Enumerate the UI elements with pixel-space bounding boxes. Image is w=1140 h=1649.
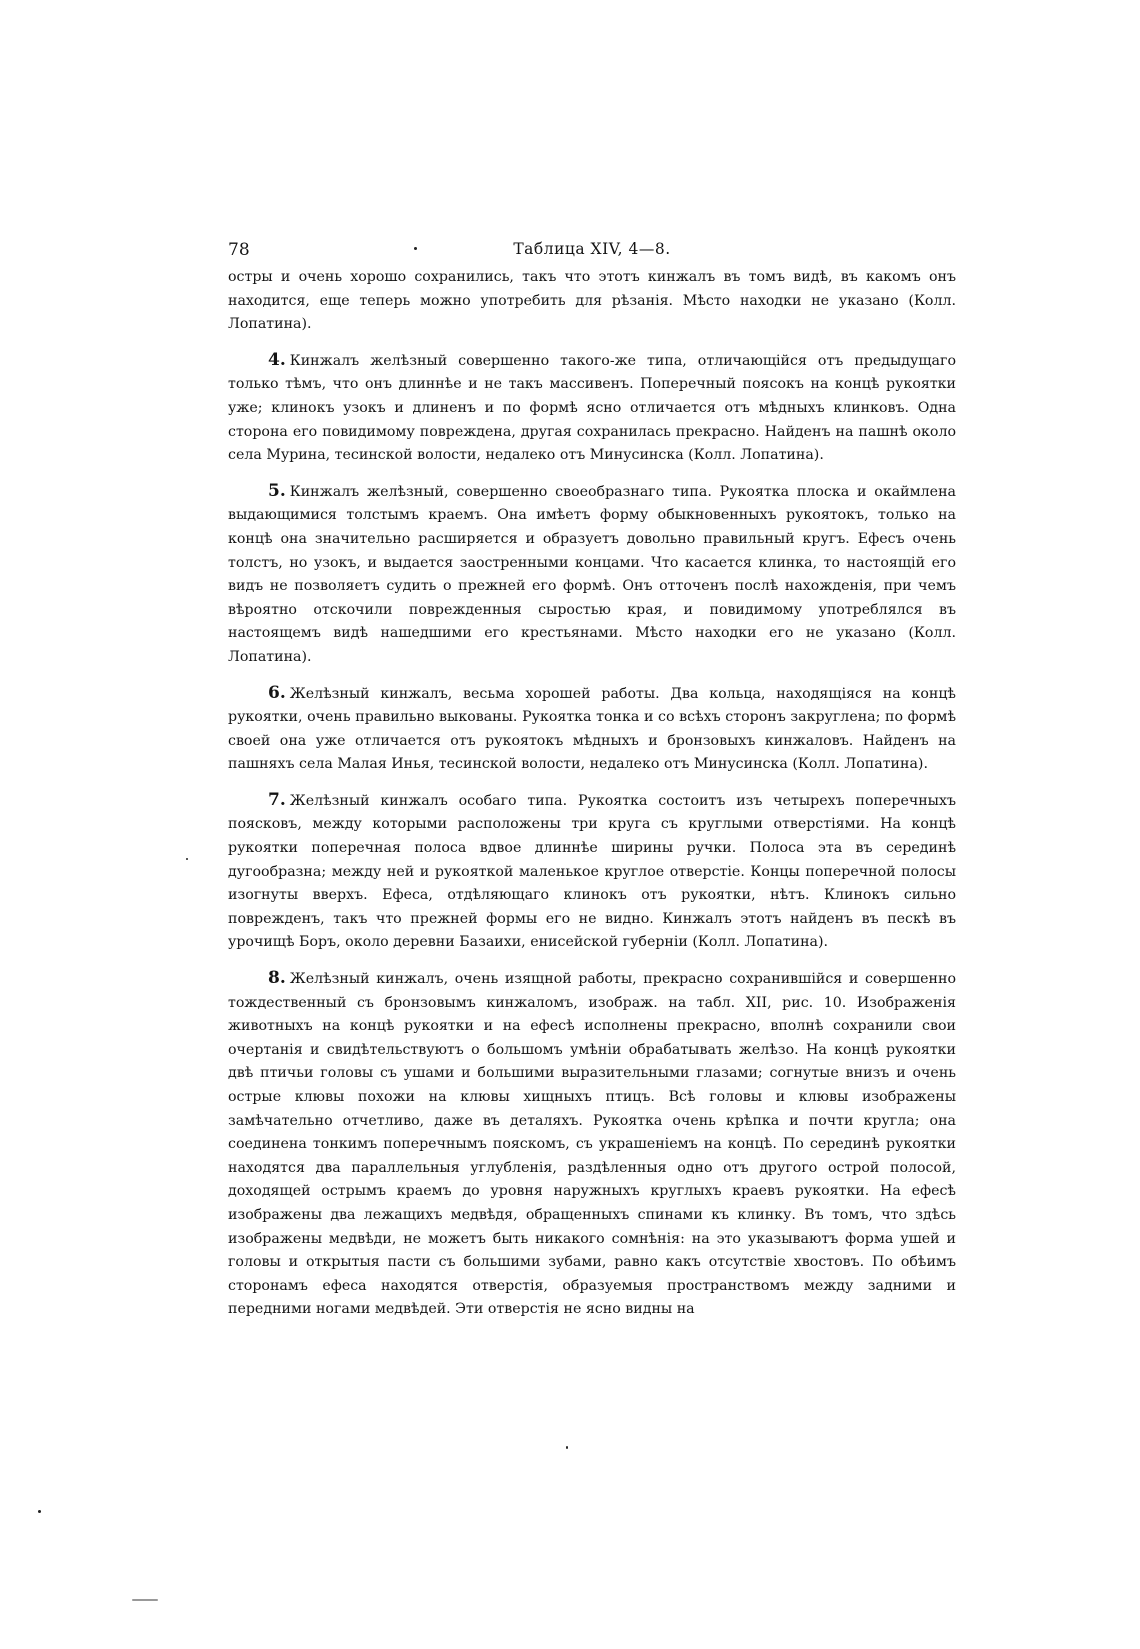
entry-number: 6. [268, 682, 286, 703]
entry-number: 7. [268, 789, 286, 810]
entry-5 [228, 480, 956, 670]
page-header [228, 232, 956, 266]
entry-number: 5. [268, 480, 286, 501]
continuation-paragraph: остры и очень хорошо сохранились, такъ что этотъ кинжалъ въ томъ видѣ, въ какомъ онъ находится, еще теперь можно употребить для рѣзанія. Мѣсто находки не указано (Колл. Лопатина). [228, 269, 956, 333]
entry-7 [228, 789, 956, 955]
entry-8 [228, 967, 956, 1322]
scan-speck [38, 1510, 41, 1513]
entry-text: Желѣзный кинжалъ, очень изящной работы, прекрасно сохранившійся и совершенно тождественный съ бронзовымъ кинжаломъ, изображ. на табл. XII, рис. 10. Изображенія животныхъ на концѣ рукоятки и на ефесѣ исполнены прекрасно, вполнѣ сохранили свои очертанія и свидѣтельствуютъ о большомъ умѣніи обрабатывать желѣзо. На концѣ рукоятки двѣ птичьи головы съ ушами и большими выразительными глазами; согнутые внизъ и очень острые клювы похожи на клювы хищныхъ птицъ. Всѣ головы и клювы изображены замѣчательно отчетливо, даже въ деталяхъ. Рукоятка очень крѣпка и почти кругла; она соединена тонкимъ поперечнымъ пояскомъ, съ украшеніемъ на концѣ. По серединѣ рукоятки находятся два параллельныя углубленія, раздѣленныя одно отъ другого острой полосой, доходящей острымъ краемъ до уровня наружныхъ круглыхъ краевъ рукоятки. На ефесѣ изображены два лежащихъ медвѣдя, обращенныхъ спинами къ клинку. Въ томъ, что здѣсь изображены медвѣди, не можетъ быть никакого сомнѣнія: на это указываютъ форма ушей и головы и открытыя пасти съ большими зубами, равно какъ отсутствіе хвостовъ. По обѣимъ сторонамъ ефеса находятся отверстія, образуемыя пространствомъ между задними и передними ногами медвѣдей. Эти отверстія не ясно видны на [228, 971, 956, 1318]
entry-number: 4. [268, 349, 286, 370]
entry-text: Кинжалъ желѣзный, совершенно своеобразнаго типа. Рукоятка плоска и окаймлена выдающимися толстымъ краемъ. Она имѣетъ форму обыкновенныхъ рукоятокъ, только на концѣ она значительно расширяется и образуетъ довольно правильный кругъ. Ефесъ очень толстъ, но узокъ, и выдается заостренными концами. Что касается клинка, то настоящій его видъ не позволяетъ судить о прежней его формѣ. Онъ отточенъ послѣ нахожденія, при чемъ вѣроятно отскочили поврежденныя сыростью края, и повидимому употреблялся въ настоящемъ видѣ нашедшими его крестьянами. Мѣсто находки его не указано (Колл. Лопатина). [228, 483, 956, 665]
running-title: Таблица XIV, 4—8. [513, 240, 671, 258]
scan-speck [132, 1599, 158, 1601]
entry-number: 8. [268, 968, 286, 989]
entry-6 [228, 682, 956, 777]
page-body [228, 232, 956, 1322]
scan-speck [186, 858, 188, 860]
entry-text: Желѣзный кинжалъ особаго типа. Рукоятка состоитъ изъ четырехъ поперечныхъ поясковъ, между которыми расположены три круга съ круглыми отверстіями. На концѣ рукоятки поперечная полоса вдвое длиннѣе ширины ручки. Полоса эта въ серединѣ дугообразна; между ней и рукояткой маленькое круглое отверстіе. Концы поперечной полосы изогнуты вверхъ. Ефеса, отдѣляющаго клинокъ отъ рукоятки, нѣтъ. Клинокъ сильно поврежденъ, такъ что прежней формы его не видно. Кинжалъ этотъ найденъ въ пескѣ въ урочищѣ Боръ, около деревни Базаихи, енисейской губерніи (Колл. Лопатина). [228, 792, 956, 951]
scan-speck [414, 247, 417, 250]
entry-4 [228, 349, 956, 468]
page-number: 78 [228, 240, 250, 260]
scan-speck [566, 1446, 568, 1449]
entry-text: Желѣзный кинжалъ, весьма хорошей работы. Два кольца, находящіяся на концѣ рукоятки, очень правильно выкованы. Рукоятка тонка и со всѣхъ сторонъ закруглена; по формѣ своей она уже отличается отъ рукоятокъ мѣдныхъ и бронзовыхъ кинжаловъ. Найденъ на пашняхъ села Малая Инья, тесинской волости, недалеко отъ Минусинска (Колл. Лопатина). [228, 685, 956, 773]
entry-text: Кинжалъ желѣзный совершенно такого-же типа, отличающійся отъ предыдущаго только тѣмъ, что онъ длиннѣе и не такъ массивенъ. Поперечный поясокъ на концѣ рукоятки уже; клинокъ узокъ и длиненъ и по формѣ ясно отличается отъ мѣдныхъ клинковъ. Одна сторона его повидимому повреждена, другая сохранилась прекрасно. Найденъ на пашнѣ около села Мурина, тесинской волости, недалеко отъ Минусинска (Колл. Лопатина). [228, 352, 956, 464]
